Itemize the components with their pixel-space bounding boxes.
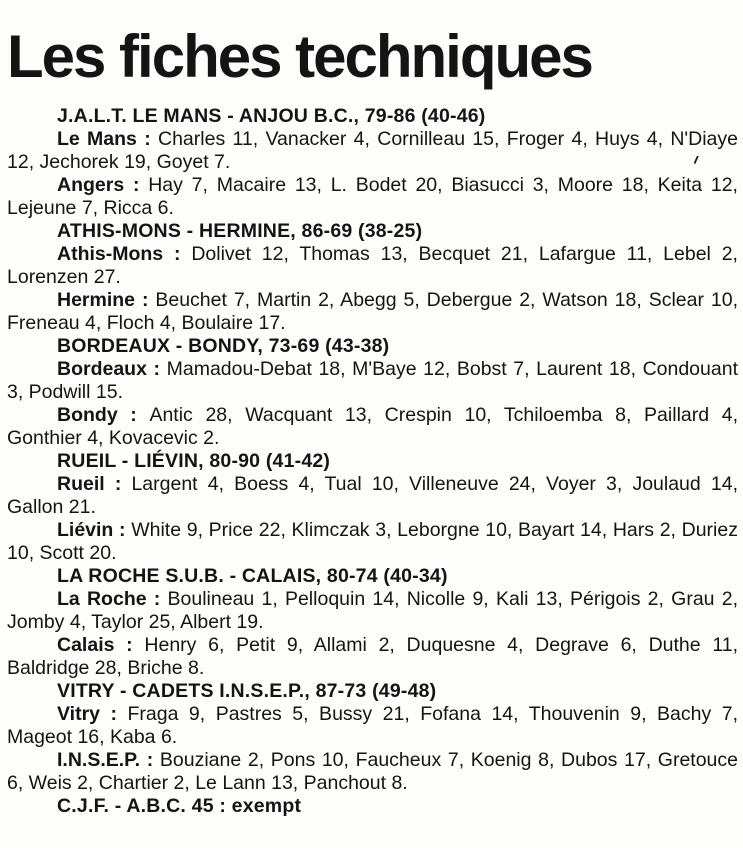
team-stats-line [7, 703, 738, 749]
colon-separator: : [114, 634, 145, 656]
exempt-line: C.J.F. - A.B.C. 45 : exempt [57, 795, 302, 817]
match-heading: VITRY - CADETS I.N.S.E.P., 87-73 (49-48) [57, 680, 437, 702]
team-stats-line [7, 174, 738, 220]
team-name: Angers : [57, 174, 149, 196]
team-stats-line [7, 404, 738, 450]
colon-separator: : [113, 519, 132, 541]
colon-separator: : [163, 243, 192, 265]
team-players: Fraga 9, Pastres 5, Bussy 21, Fofana 14, Thouvenin 9, Bachy 7, Mageot 16, Kaba 6. [7, 703, 738, 748]
match-section-lemans-anjou [7, 105, 738, 220]
colon-separator: : [136, 128, 158, 150]
match-section-athismons-hermine [7, 220, 738, 335]
team-players: Beuchet 7, Martin 2, Abegg 5, Debergue 2, Watson 18, Sclear 10, Freneau 4, Floch 4, Boulaire 17. [7, 289, 738, 334]
page-title: Les fiches techniques [7, 23, 592, 90]
team-name: Vitry : [57, 703, 128, 725]
team-stats-line [7, 588, 738, 634]
team-name: Le Mans : [57, 128, 158, 150]
colon-separator: : [124, 174, 149, 196]
match-section-vitry-insep [7, 680, 738, 795]
colon-separator: : [146, 588, 168, 610]
match-heading: BORDEAUX - BONDY, 73-69 (43-38) [57, 335, 390, 357]
team-stats-line [7, 128, 738, 174]
team-players: White 9, Price 22, Klimczak 3, Leborgne 10, Bayart 14, Hars 2, Duriez 10, Scott 20. [7, 519, 738, 564]
match-section-laroche-calais [7, 565, 738, 680]
team-name: Bordeaux : [57, 358, 167, 380]
match-section-bordeaux-bondy [7, 335, 738, 450]
team-name: Calais : [57, 634, 145, 656]
team-stats-line [7, 243, 738, 289]
colon-separator: : [140, 749, 160, 771]
team-name: I.N.S.E.P. : [57, 749, 160, 771]
team-players: Dolivet 12, Thomas 13, Becquet 21, Lafargue 11, Lebel 2, Lorenzen 27. [7, 243, 738, 288]
team-name: La Roche : [57, 588, 168, 610]
team-stats-line [7, 634, 738, 680]
team-players: Henry 6, Petit 9, Allami 2, Duquesne 4, Degrave 6, Duthe 11, Baldridge 28, Briche 8. [7, 634, 738, 679]
team-stats-line [7, 519, 738, 565]
colon-separator: : [104, 473, 132, 495]
team-name: Bondy : [57, 404, 150, 426]
team-stats-line [7, 749, 738, 795]
team-players: Antic 28, Wacquant 13, Crespin 10, Tchiloemba 8, Paillard 4, Gonthier 4, Kovacevic 2. [7, 404, 738, 449]
team-name: Hermine : [57, 289, 156, 311]
colon-separator: : [100, 703, 128, 725]
team-stats-line [7, 473, 738, 519]
team-players: Hay 7, Macaire 13, L. Bodet 20, Biasucci 3, Moore 18, Keita 12, Lejeune 7, Ricca 6. [7, 174, 738, 219]
team-players: Charles 11, Vanacker 4, Cornilleau 15, Froger 4, Huys 4, N'Diaye 12, Jechorek 19, Goyet 7. [7, 128, 738, 173]
colon-separator: : [117, 404, 150, 426]
colon-separator: : [135, 289, 156, 311]
match-section-rueil-lievin [7, 450, 738, 565]
team-players: Bouziane 2, Pons 10, Faucheux 7, Koenig 8, Dubos 17, Gretouce 6, Weis 2, Chartier 2, Le Lann 13, Panchout 8. [7, 749, 738, 794]
colon-separator: : [146, 358, 167, 380]
match-heading: RUEIL - LIÉVIN, 80-90 (41-42) [57, 450, 331, 472]
team-name: Rueil : [57, 473, 132, 495]
match-heading: LA ROCHE S.U.B. - CALAIS, 80-74 (40-34) [57, 565, 448, 587]
team-stats-line [7, 358, 738, 404]
team-players: Mamadou-Debat 18, M'Baye 12, Bobst 7, Laurent 18, Condouant 3, Podwill 15. [7, 358, 738, 403]
team-stats-line [7, 289, 738, 335]
match-heading: ATHIS-MONS - HERMINE, 86-69 (38-25) [57, 220, 423, 242]
team-name: Athis-Mons : [57, 243, 192, 265]
team-players: Largent 4, Boess 4, Tual 10, Villeneuve 24, Voyer 3, Joulaud 14, Gallon 21. [7, 473, 738, 518]
team-name: Liévin : [57, 519, 132, 541]
match-heading: J.A.L.T. LE MANS - ANJOU B.C., 79-86 (40-46) [57, 105, 486, 127]
team-players: Boulineau 1, Pelloquin 14, Nicolle 9, Kali 13, Périgois 2, Grau 2, Jomby 4, Taylor 25, Albert 19. [7, 588, 738, 633]
